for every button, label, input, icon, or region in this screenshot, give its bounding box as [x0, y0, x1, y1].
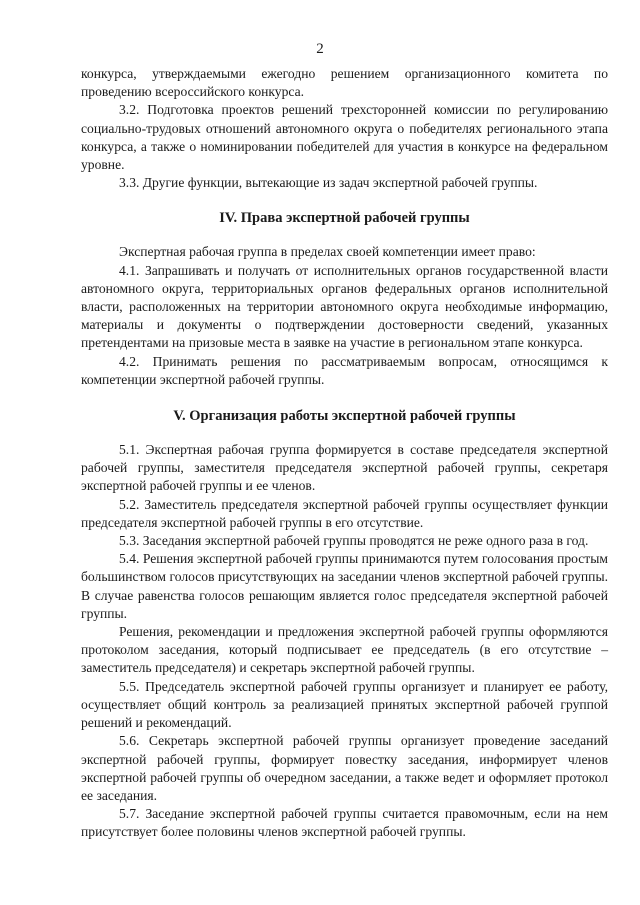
paragraph-5-1: 5.1. Экспертная рабочая группа формируется в составе председателя экспертной рабочей группы, заместителя председателя экспертной рабочей группы, секретаря экспертной рабочей группы и ее членов.: [81, 442, 608, 494]
section-4-intro: Экспертная рабочая группа в пределах своей компетенции имеет право:: [119, 244, 536, 260]
section-4-heading: IV. Права экспертной рабочей группы: [219, 210, 470, 227]
paragraph-3-3: 3.3. Другие функции, вытекающие из задач экспертной рабочей группы.: [119, 175, 538, 191]
paragraph-5-2: 5.2. Заместитель председателя экспертной рабочей группы осуществляет функции председателя экспертной рабочей группы в его отсутствие.: [81, 496, 608, 530]
paragraph-4-1: 4.1. Запрашивать и получать от исполнительных органов государственной власти автономного округа, территориальных органов федеральных органов исполнительной власти, расположенных на территории автономного округа необходимые информацию, материалы и документы о подтверждении достоверности сведений, указанных претендентами на призовые места в заявке на участие в региональном этапе конкурса.: [81, 262, 608, 351]
paragraph-5-5: 5.5. Председатель экспертной рабочей группы организует и планирует ее работу, осуществляет общий контроль за реализацией принятых экспертной рабочей группой решений и рекомендаций.: [81, 678, 608, 731]
paragraph-5-6: 5.6. Секретарь экспертной рабочей группы организует проведение заседаний экспертной рабочей группы, формирует повестку заседания, информирует членов экспертной рабочей группы об очередном заседании, а также ведет и оформляет протокол ее заседания.: [81, 733, 608, 803]
page-number: 2: [316, 41, 324, 57]
paragraph-3-2: 3.2. Подготовка проектов решений трехсторонней комиссии по регулированию социально-трудовых отношений автономного округа о победителях регионального этапа конкурса, а также о номинировании победителей для участия в конкурсе на федеральном уровне.: [81, 102, 608, 173]
document-body: [81, 65, 608, 842]
paragraph-5-4-decisions: Решения, рекомендации и предложения экспертной рабочей группы оформляются протоколом заседания, который подписывает ее председатель (в его отсутствие – заместитель председателя) и секретарь экспертной рабочей группы.: [81, 624, 608, 676]
paragraph-5-4: 5.4. Решения экспертной рабочей группы принимаются путем голосования простым большинством голосов присутствующих на заседании членов экспертной рабочей группы. В случае равенства голосов решающим является голос председателя экспертной рабочей группы.: [81, 551, 608, 621]
paragraph-5-7: 5.7. Заседание экспертной рабочей группы считается правомочным, если на нем присутствует более половины членов экспертной рабочей группы.: [81, 806, 608, 840]
paragraph-continuation: конкурса, утверждаемыми ежегодно решением организационного комитета по проведению всероссийского конкурса.: [81, 66, 608, 100]
paragraph-4-2: 4.2. Принимать решения по рассматриваемым вопросам, относящимся к компетенции экспертной рабочей группы.: [81, 353, 608, 387]
paragraph-5-3: 5.3. Заседания экспертной рабочей группы проводятся не реже одного раза в год.: [119, 533, 589, 549]
section-5-heading: V. Организация работы экспертной рабочей группы: [173, 408, 516, 425]
